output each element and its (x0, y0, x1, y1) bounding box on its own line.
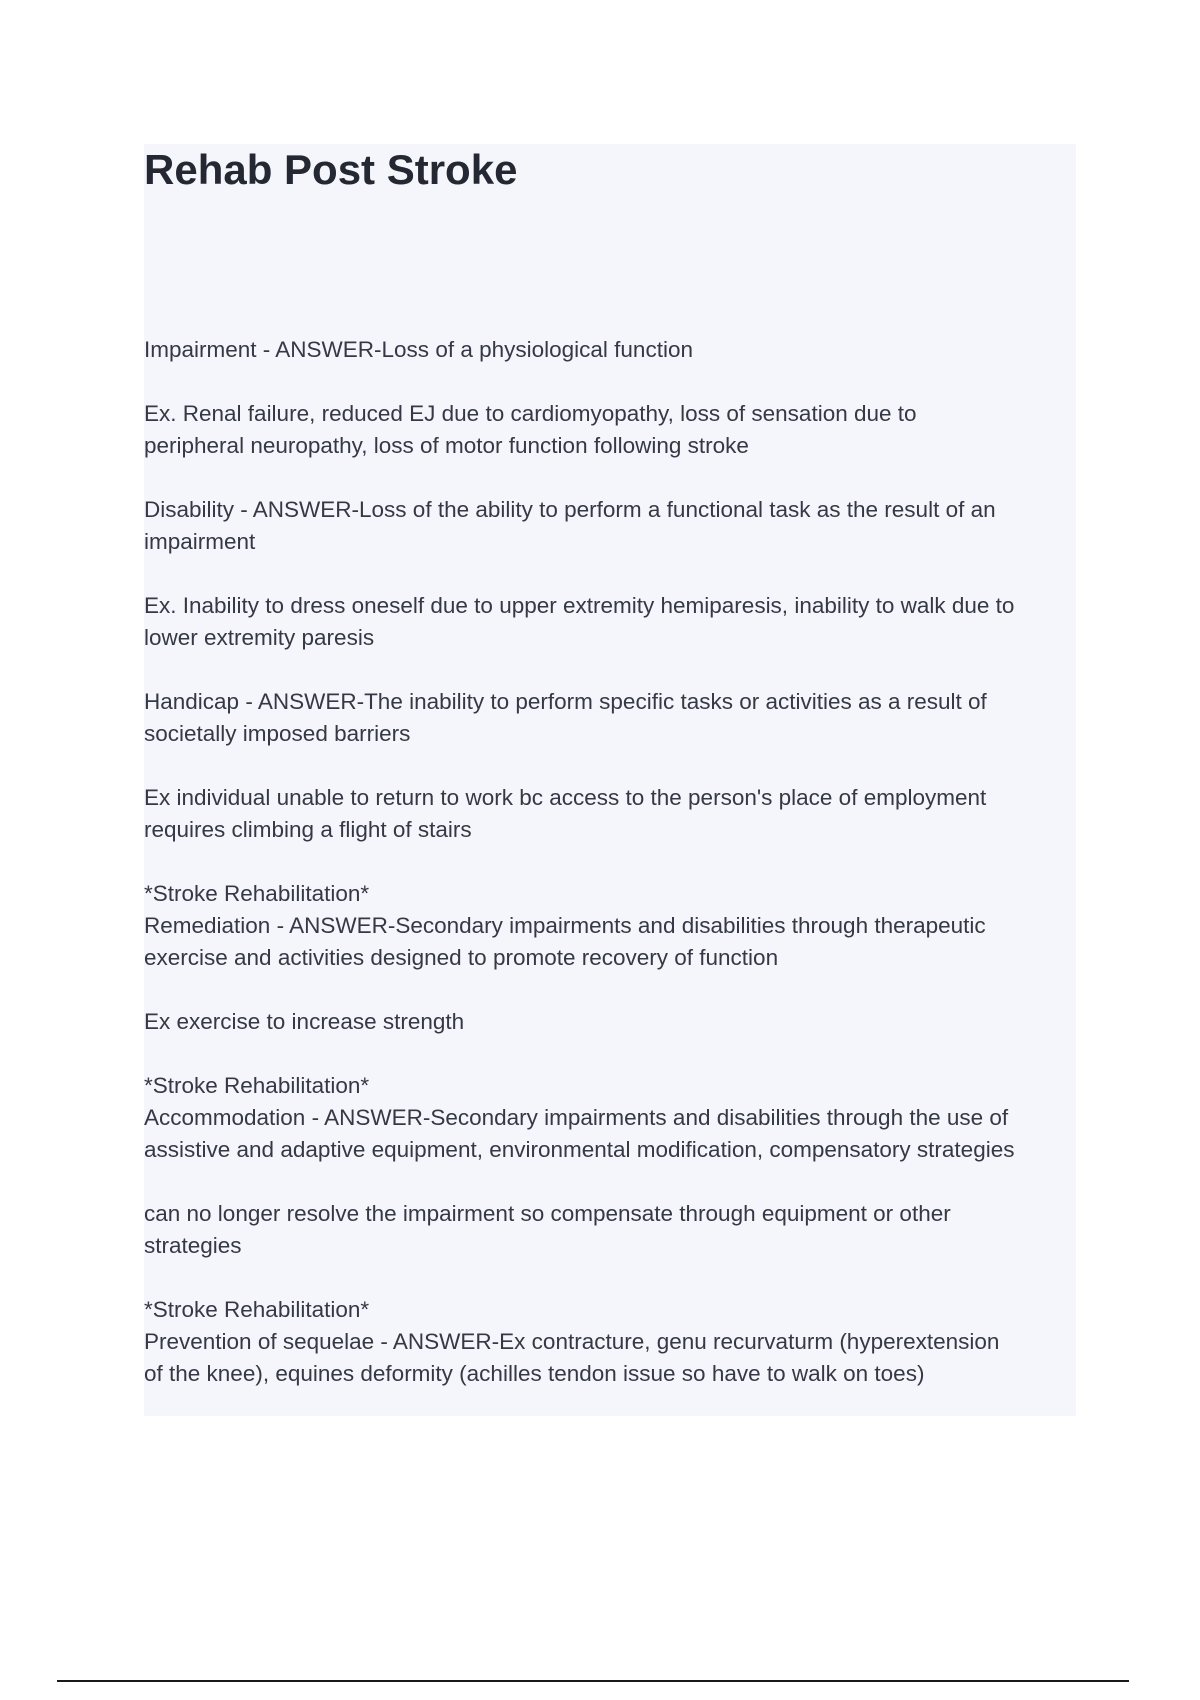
text-line: *Stroke Rehabilitation* (144, 881, 370, 906)
paragraph (144, 334, 1084, 366)
text-line: *Stroke Rehabilitation* (144, 1073, 370, 1098)
paragraph (144, 782, 1084, 846)
text-line: Ex. Renal failure, reduced EJ due to cardiomyopathy, loss of sensation due to (144, 401, 917, 426)
text-line: *Stroke Rehabilitation* (144, 1297, 370, 1322)
text-line: Ex individual unable to return to work bc access to the person's place of employment (144, 785, 987, 810)
text-line: can no longer resolve the impairment so compensate through equipment or other (144, 1201, 951, 1226)
paragraph (144, 1070, 1084, 1166)
text-line: Ex. Inability to dress oneself due to upper extremity hemiparesis, inability to walk due to (144, 593, 1015, 618)
text-line: requires climbing a flight of stairs (144, 817, 472, 842)
text-line: Prevention of sequelae - ANSWER-Ex contracture, genu recurvaturm (hyperextension (144, 1329, 1000, 1354)
text-line: strategies (144, 1233, 242, 1258)
text-line: lower extremity paresis (144, 625, 375, 650)
paragraph (144, 398, 1084, 462)
text-line: of the knee), equines deformity (achilles tendon issue so have to walk on toes) (144, 1361, 925, 1386)
text-line: Ex exercise to increase strength (144, 1009, 465, 1034)
paragraph (144, 494, 1084, 558)
paragraph-list (144, 334, 1084, 1422)
footer-divider (57, 1680, 1129, 1682)
text-line: assistive and adaptive equipment, environmental modification, compensatory strategies (144, 1137, 1015, 1162)
paragraph (144, 878, 1084, 974)
text-line: Disability - ANSWER-Loss of the ability to perform a functional task as the result of an (144, 497, 996, 522)
paragraph (144, 590, 1084, 654)
paragraph (144, 686, 1084, 750)
text-line: Impairment - ANSWER-Loss of a physiological function (144, 337, 693, 362)
text-line: Remediation - ANSWER-Secondary impairments and disabilities through therapeutic (144, 913, 986, 938)
text-line: Handicap - ANSWER-The inability to perform specific tasks or activities as a result of (144, 689, 987, 714)
document-title: Rehab Post Stroke (144, 146, 518, 193)
paragraph (144, 1006, 1084, 1038)
text-line: peripheral neuropathy, loss of motor function following stroke (144, 433, 749, 458)
text-line: exercise and activities designed to promote recovery of function (144, 945, 779, 970)
text-line: societally imposed barriers (144, 721, 411, 746)
text-line: Accommodation - ANSWER-Secondary impairments and disabilities through the use of (144, 1105, 1009, 1130)
paragraph (144, 1198, 1084, 1262)
paragraph (144, 1294, 1084, 1390)
text-line: impairment (144, 529, 256, 554)
